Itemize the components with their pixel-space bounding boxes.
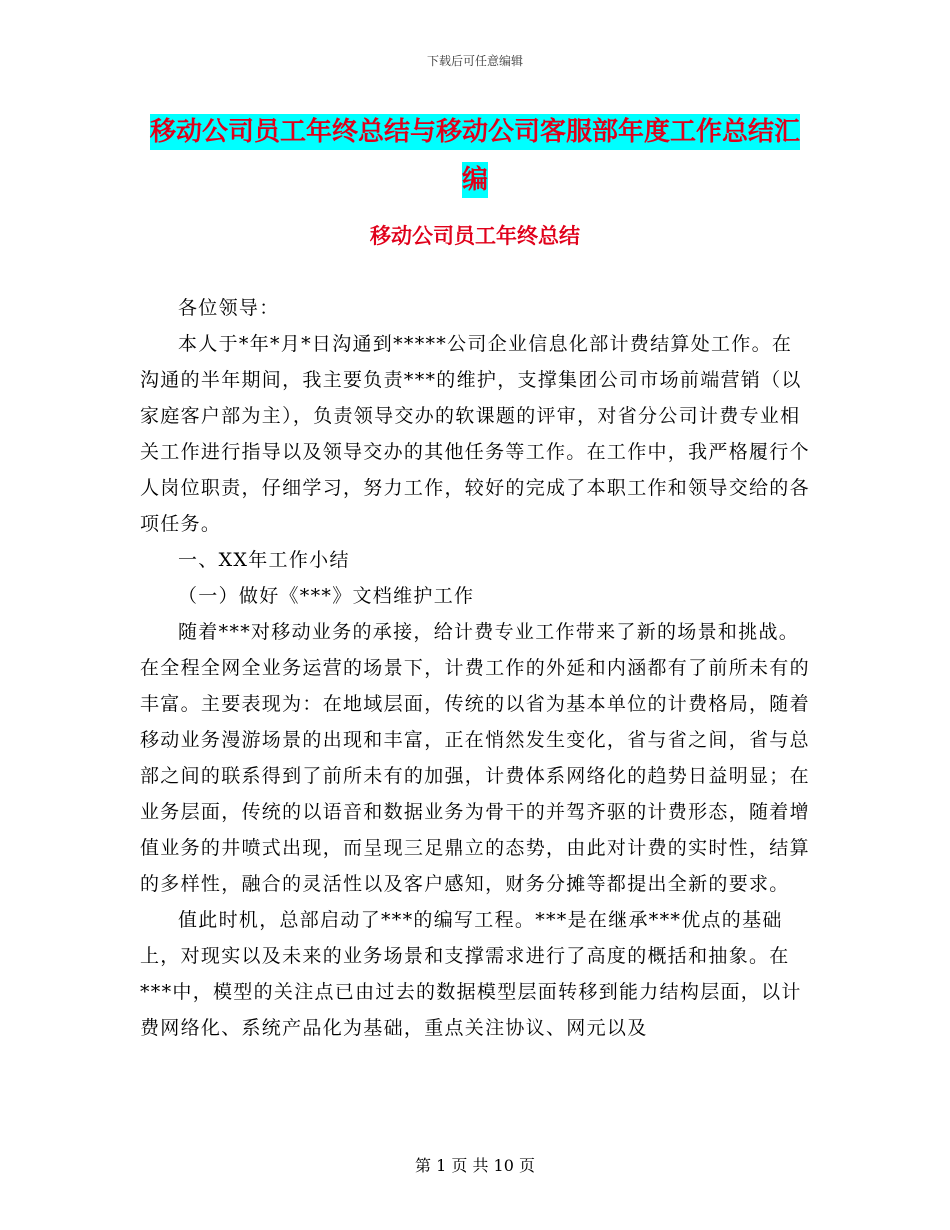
document-title	[140, 108, 810, 204]
heading-level-1: 一、XX年工作小结	[178, 549, 350, 571]
paragraph-body: 随着***对移动业务的承接，给计费专业工作带来了新的场景和挑战。在全程全网全业务运营的场景下，计费工作的外延和内涵都有了前所未有的丰富。主要表现为：在地域层面，传统的以省为基本单位的计费格局，随着移动业务漫游场景的出现和丰富，正在悄然发生变化，省与省之间，省与总部之间的联系得到了前所未有的加强，计费体系网络化的趋势日益明显；在业务层面，传统的以语音和数据业务为骨干的并驾齐驱的计费形态，随着增值业务的井喷式出现，而呈现三足鼎立的态势，由此对计费的实时性，结算的多样性，融合的灵活性以及客户感知，财务分摊等都提出全新的要求。	[140, 621, 810, 895]
header-note: 下载后可任意编辑	[426, 54, 523, 68]
paragraph-intro: 本人于*年*月*日沟通到*****公司企业信息化部计费结算处工作。在沟通的半年期间，我主要负责***的维护，支撑集团公司市场前端营销（以家庭客户部为主），负责领导交办的软课题的评审，对省分公司计费专业相关工作进行指导以及领导交办的其他任务等工作。在工作中，我严格履行个人岗位职责，仔细学习，努力工作，较好的完成了本职工作和领导交给的各项任务。	[140, 333, 810, 535]
document-body	[140, 290, 810, 1046]
page-footer: 第 1 页 共 10 页	[415, 1156, 535, 1175]
heading-level-2: （一）做好《***》文档维护工作	[178, 585, 475, 607]
document-title-text: 移动公司员工年终总结与移动公司客服部年度工作总结汇编	[150, 114, 800, 198]
paragraph-body: 值此时机，总部启动了***的编写工程。***是在继承***优点的基础上，对现实以及未来的业务场景和支撑需求进行了高度的概括和抽象。在***中，模型的关注点已由过去的数据模型层面转移到能力结构层面，以计费网络化、系统产品化为基础，重点关注协议、网元以及	[140, 909, 802, 1039]
salutation: 各位领导：	[178, 297, 280, 319]
section-title: 移动公司员工年终总结	[370, 224, 580, 248]
